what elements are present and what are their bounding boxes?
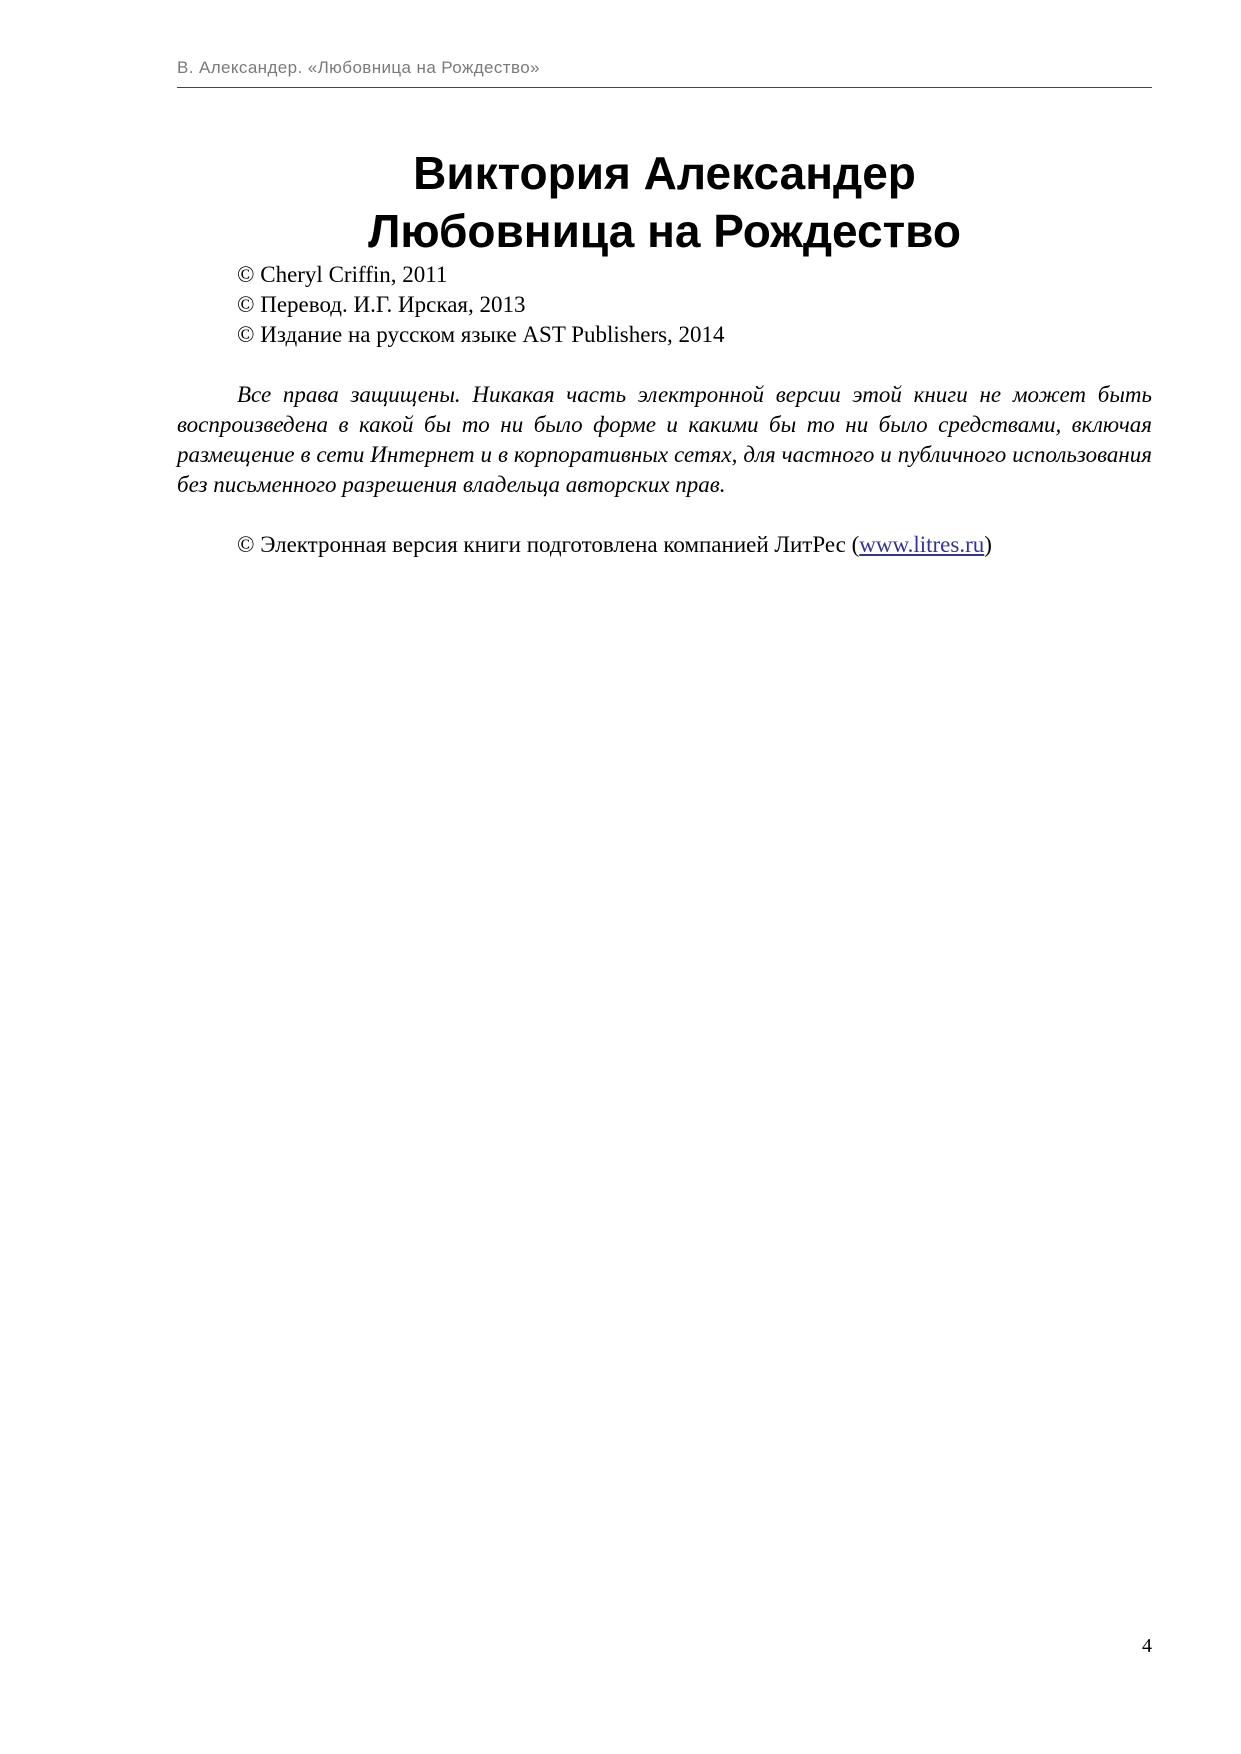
rights-notice: Все права защищены. Никакая часть электронной версии этой книги не может быть воспроизведена в какой бы то ни было форме и какими бы то ни было средствами, включая размещение в сети Интернет и в корпоративных сетях, для частного и публичного использования без письменного разрешения владельца авторских прав. — [177, 382, 1152, 497]
copyright-list — [237, 260, 725, 350]
header-divider — [177, 87, 1152, 88]
page-number: 4 — [1142, 1635, 1152, 1657]
running-header: В. Александер. «Любовница на Рождество» — [177, 58, 540, 77]
copyright-line: © Перевод. И.Г. Ирская, 2013 — [237, 292, 526, 317]
copyright-line: © Издание на русском языке AST Publishers, 2014 — [237, 322, 725, 347]
ebook-note-prefix: © Электронная версия книги подготовлена компанией ЛитРес ( — [237, 532, 860, 557]
ebook-note-suffix: ) — [984, 532, 992, 557]
litres-link[interactable]: www.litres.ru — [859, 532, 985, 557]
book-title-block — [177, 144, 1152, 260]
copyright-line: © Cheryl Criffin, 2011 — [237, 262, 448, 287]
ebook-note — [237, 530, 992, 560]
author-name: Виктория Александер — [413, 147, 916, 199]
book-title: Любовница на Рождество — [368, 205, 961, 257]
